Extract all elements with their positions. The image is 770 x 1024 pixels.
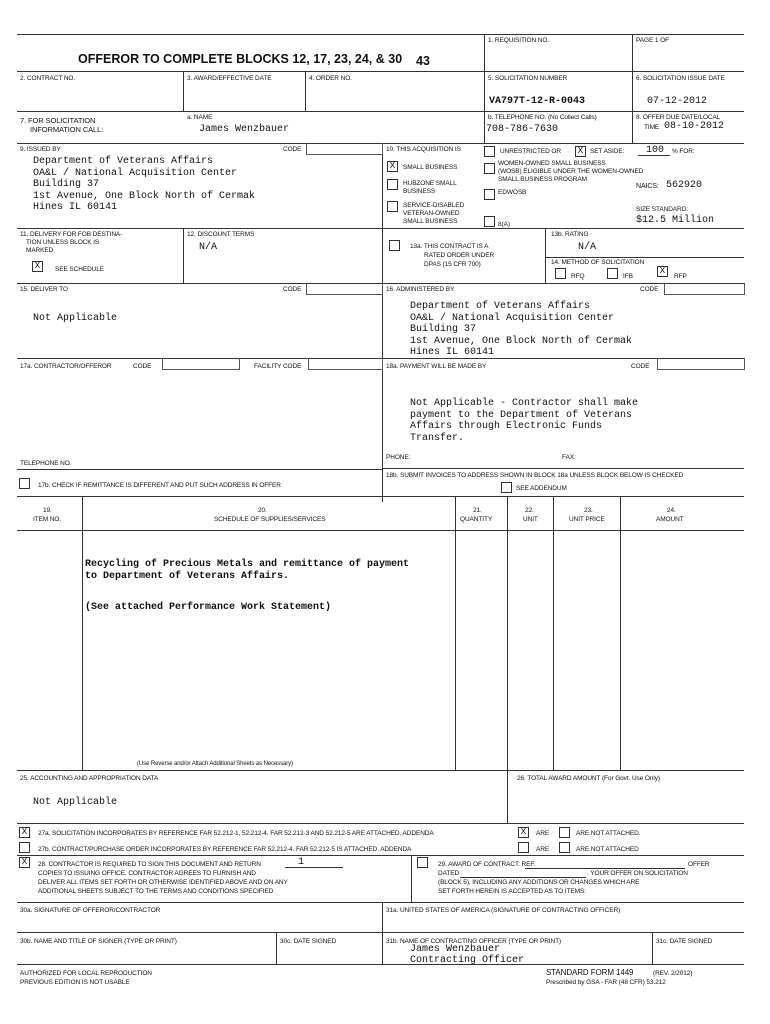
- info-call-label-2: INFORMATION CALL:: [30, 125, 104, 134]
- vrule-col23: [553, 496, 554, 770]
- admin-line-5: Hines IL 60141: [410, 347, 495, 358]
- rfq-checkbox[interactable]: [555, 268, 566, 279]
- admin-code-field: [664, 283, 745, 295]
- edwosb-label: EDWOSB: [498, 189, 527, 196]
- admin-line-3: Building 37: [410, 324, 477, 335]
- contractor-label: 17a. CONTRACTOR/OFFEROR: [20, 363, 112, 370]
- vrule-31: [382, 902, 383, 964]
- col20-num: 20.: [258, 507, 267, 514]
- page-label: PAGE 1 OF: [636, 37, 669, 44]
- footer-revision: (REV. 2/2012): [653, 970, 693, 977]
- 29-line-3: (BLOCK 5), INCLUDING ANY ADDITIONS OR CHANGES WHICH ARE: [438, 879, 640, 886]
- ifb-checkbox[interactable]: [607, 268, 618, 279]
- 27a-are-not-checkbox[interactable]: [559, 827, 570, 838]
- set-aside-checkbox[interactable]: X: [575, 146, 586, 157]
- 29-offer-label: OFFER: [688, 861, 710, 868]
- remittance-label: 17b. CHECK IF REMITTANCE IS DIFFERENT AND PUT SUCH ADDRESS IN OFFER: [38, 482, 281, 489]
- facility-code-label: FACILITY CODE: [254, 363, 302, 370]
- deliver-code-field: [306, 283, 383, 295]
- sig31a-label: 31a. UNITED STATES OF AMERICA (SIGNATURE OF CONTRACTING OFFICER): [386, 907, 621, 914]
- edwosb-checkbox[interactable]: [484, 189, 495, 200]
- set-aside-percent: 100: [646, 145, 665, 156]
- footer-prescribed: Prescribed by GSA - FAR (48 CFR) 53.212: [546, 979, 666, 986]
- eight-a-label: 8(A): [498, 221, 510, 228]
- wosb-label-3: SMALL BUSINESS PROGRAM: [498, 176, 587, 183]
- return-copies: 1: [298, 857, 305, 868]
- hubzone-label-2: BUSINESS: [403, 188, 436, 195]
- issued-code-label: CODE: [283, 146, 302, 153]
- method-label: 14. METHOD OF SOLICITATION: [551, 259, 645, 266]
- contractor-code-label: CODE: [133, 363, 152, 370]
- accounting-label: 25. ACCOUNTING AND APPROPRIATION DATA: [20, 775, 159, 782]
- 27b-label: 27b. CONTRACT/PURCHASE ORDER INCORPORATES BY REFERENCE FAR 52.212-4. FAR 52.212-5 IS ATTACHED. ADDENDA: [38, 846, 412, 853]
- rule-18b: [382, 468, 744, 469]
- payment-by-label: 18a. PAYMENT WILL BE MADE BY: [386, 363, 487, 370]
- rule-row30: [17, 902, 744, 903]
- small-business-label: SMALL BUSINESS: [403, 164, 458, 171]
- col21-label: QUANTITY: [460, 516, 493, 523]
- col19-label: ITEM NO.: [33, 516, 62, 523]
- rule-schedule-top: [17, 496, 744, 497]
- 27b-are-not-label: ARE NOT ATTACHED: [576, 846, 639, 853]
- sig30a-label: 30a. SIGNATURE OF OFFEROR/CONTRACTOR: [20, 907, 161, 914]
- hubzone-label-1: HUBZONE SMALL: [403, 180, 457, 187]
- vrule-col24: [620, 496, 621, 770]
- acquisition-label: 10. THIS ACQUISITION IS: [386, 146, 461, 153]
- rule-row27: [17, 823, 744, 824]
- issued-by-line-1: Department of Veterans Affairs: [33, 156, 214, 167]
- issued-by-line-3: Building 37: [33, 179, 100, 190]
- col22-num: 22.: [525, 507, 534, 514]
- vrule-col20: [82, 496, 83, 770]
- rule-row28: [17, 855, 744, 856]
- set-aside-label: SET ASIDE:: [590, 148, 625, 155]
- info-call-label-1: 7. FOR SOLICITATION: [20, 116, 96, 125]
- offer-due-label: 8. OFFER DUE DATE/LOCAL: [636, 114, 721, 121]
- officer-name: James Wenzbauer: [410, 944, 501, 955]
- vrule-30c: [276, 932, 277, 964]
- vrule-col22: [507, 496, 508, 770]
- col24-num: 24.: [667, 507, 676, 514]
- naics-label: NAICS:: [636, 183, 659, 190]
- payment-line-2: payment to the Department of Veterans: [410, 409, 633, 421]
- delivery-label-2: TION UNLESS BLOCK IS: [26, 239, 100, 246]
- vrule-545: [545, 228, 546, 283]
- accounting-data: Not Applicable: [33, 797, 118, 808]
- admin-line-1: Department of Veterans Affairs: [410, 301, 591, 312]
- issued-code-field: [306, 143, 383, 155]
- top-rule: [17, 34, 744, 35]
- vrule-632: [632, 34, 633, 143]
- rule-14: [545, 257, 744, 258]
- rule-bottom: [17, 964, 744, 965]
- vrule-305: [305, 71, 306, 111]
- wosb-label-1: WOMEN-OWNED SMALL BUSINESS: [498, 160, 606, 167]
- discount-terms-label: 12. DISCOUNT TERMS: [187, 231, 255, 238]
- issued-by-line-2: OA&L / National Acquisition Center: [33, 167, 238, 179]
- 28-checkbox[interactable]: X: [19, 857, 30, 868]
- form-title: OFFEROR TO COMPLETE BLOCKS 12, 17, 23, 24, & 30: [78, 52, 403, 66]
- total-award-label: 26. TOTAL AWARD AMOUNT (For Govt. Use Only): [517, 775, 660, 782]
- solicitation-number-label: 5. SOLICITATION NUMBER: [488, 75, 568, 82]
- issued-by-line-4: 1st Avenue, One Block North of Cermak: [33, 190, 256, 202]
- page-count: 43: [416, 54, 430, 68]
- addendum-checkbox[interactable]: [501, 482, 512, 493]
- delivery-label-1: 11. DELIVERY FOR FOB DESTINA-: [20, 231, 123, 238]
- addendum-label: SEE ADDENDUM: [516, 485, 567, 492]
- rfp-label: RFP: [674, 273, 687, 280]
- phone-label: PHONE:: [386, 454, 411, 461]
- 28-line-3: DELIVER ALL ITEMS SET FORTH OR OTHERWISE IDENTIFIED ABOVE AND ON ANY: [38, 879, 288, 886]
- date30c-label: 30c. DATE SIGNED: [280, 938, 337, 945]
- rfp-checkbox[interactable]: X: [657, 266, 668, 277]
- col23-label: UNIT PRICE: [569, 516, 605, 523]
- rule-17b: [17, 469, 382, 470]
- date31c-label: 31c. DATE SIGNED: [656, 938, 713, 945]
- contact-name: James Wenzbauer: [199, 124, 290, 135]
- set-aside-underline: [638, 155, 670, 156]
- administered-by-label: 16. ADMINISTERED BY: [386, 286, 455, 293]
- wosb-checkbox[interactable]: [484, 163, 495, 174]
- 29-line-1: 29. AWARD OF CONTRACT: REF.: [438, 861, 536, 868]
- see-schedule-label: SEE SCHEDULE: [55, 266, 105, 273]
- size-standard-value: $12.5 Million: [636, 215, 715, 226]
- rule-row30b: [17, 932, 744, 933]
- 27b-are-checkbox[interactable]: [518, 842, 529, 853]
- see-schedule-checkbox[interactable]: X: [32, 261, 43, 272]
- unrestricted-checkbox[interactable]: [484, 146, 495, 157]
- 27b-are-not-checkbox[interactable]: [559, 842, 570, 853]
- vrule-29: [411, 855, 412, 902]
- fax-label: FAX:: [562, 454, 576, 461]
- 27b-are-label: ARE: [536, 846, 550, 853]
- 29-line-4: SET FORTH HEREIN IS ACCEPTED AS TO ITEMS:: [438, 888, 586, 895]
- sdvosb-checkbox[interactable]: [387, 201, 398, 212]
- footer-previous: PREVIOUS EDITION IS NOT USABLE: [20, 979, 130, 986]
- dated-underline: [460, 877, 586, 878]
- rating-label: 13b. RATING: [551, 231, 589, 238]
- col22-label: UNIT: [523, 516, 538, 523]
- requisition-label: 1. REQUISITION NO.: [488, 37, 550, 44]
- ifb-label: IFB: [623, 273, 633, 280]
- issued-by-line-5: Hines IL 60141: [33, 202, 118, 213]
- payment-line-1: Not Applicable - Contractor shall make: [410, 398, 639, 409]
- rule-row7: [17, 111, 744, 112]
- unrestricted-label: UNRESTRICTED OR: [500, 148, 561, 155]
- 27a-are-checkbox[interactable]: X: [518, 827, 529, 838]
- vrule-26: [507, 770, 508, 823]
- rule-row11: [17, 228, 744, 229]
- 27a-checkbox[interactable]: X: [19, 827, 30, 838]
- 29-dated-label: DATED: [438, 870, 460, 877]
- order-no-label: 4. ORDER NO.: [309, 75, 352, 82]
- name30b-label: 30b. NAME AND TITLE OF SIGNER (TYPE OR PRINT): [20, 938, 177, 945]
- payment-code-label: CODE: [631, 363, 650, 370]
- wosb-label-2: (WOSB) ELIGIBLE UNDER THE WOMEN-OWNED: [498, 168, 644, 175]
- rated-order-label-2: RATED ORDER UNDER: [424, 252, 495, 259]
- small-business-checkbox[interactable]: X: [387, 161, 398, 172]
- vrule-183b: [183, 228, 184, 283]
- name-label: a. NAME: [187, 114, 213, 121]
- footer-authorized: AUTHORIZED FOR LOCAL REPRODUCTION: [20, 970, 152, 977]
- schedule-description-3: (See attached Performance Work Statement): [85, 602, 332, 613]
- vrule-col21: [455, 496, 456, 770]
- rule-row25: [17, 770, 744, 771]
- sdvosb-label-1: SERVICE-DISABLED: [403, 202, 465, 209]
- admin-line-4: 1st Avenue, One Block North of Cermak: [410, 335, 633, 347]
- footer-form-name: STANDARD FORM 1449: [546, 968, 634, 977]
- 27a-are-not-label: ARE NOT ATTACHED.: [576, 830, 641, 837]
- schedule-footnote: (Use Reverse and/or Attach Additional Sheets as Necessary): [137, 761, 293, 767]
- remittance-checkbox[interactable]: [19, 478, 30, 489]
- schedule-description-2: to Department of Veterans Affairs.: [85, 570, 290, 582]
- vrule-382: [382, 143, 383, 502]
- rfq-label: RFQ: [571, 273, 585, 280]
- hubzone-checkbox[interactable]: [387, 179, 398, 190]
- 29-dated-tail: . YOUR OFFER ON SOLICITATION: [587, 870, 688, 877]
- rated-order-checkbox[interactable]: [389, 240, 400, 251]
- payment-code-field: [657, 358, 745, 370]
- 29-checkbox[interactable]: [417, 857, 428, 868]
- rating-value: N/A: [578, 242, 597, 253]
- admin-line-2: OA&L / National Acquisition Center: [410, 312, 615, 324]
- deliver-to: Not Applicable: [33, 313, 118, 324]
- sdvosb-label-3: SMALL BUSINESS: [403, 218, 458, 225]
- award-ref-underline: [525, 868, 685, 869]
- 28-line-1: 28. CONTRACTOR IS REQUIRED TO SIGN THIS DOCUMENT AND RETURN: [38, 861, 261, 868]
- offer-due-date: 08-10-2012: [664, 121, 725, 132]
- contract-no-label: 2. CONTRACT NO.: [20, 75, 76, 82]
- contractor-code-field: [162, 358, 240, 370]
- rule-schedule-header: [17, 530, 744, 531]
- col24-label: AMOUNT: [656, 516, 684, 523]
- time-label: TIME: [644, 124, 660, 131]
- eight-a-checkbox[interactable]: [484, 216, 495, 227]
- award-date-label: 3. AWARD/EFFECTIVE DATE: [187, 75, 272, 82]
- vrule-31c: [652, 932, 653, 964]
- deliver-to-label: 15. DELIVER TO: [20, 286, 68, 293]
- vrule-183a: [183, 71, 184, 111]
- telephone-label: b. TELEPHONE NO. (No Collect Calls): [488, 114, 597, 121]
- rated-order-label-1: 13a. THIS CONTRACT IS A: [410, 243, 489, 250]
- col19-num: 19.: [43, 507, 52, 514]
- delivery-label-3: MARKED: [26, 247, 54, 254]
- issued-by-label: 9. ISSUED BY: [20, 146, 61, 153]
- invoice-label: 18b. SUBMIT INVOICES TO ADDRESS SHOWN IN BLOCK 18a UNLESS BLOCK BELOW IS CHECKED: [386, 472, 684, 479]
- solicitation-number: VA797T-12-R-0043: [489, 96, 586, 107]
- deliver-code-label: CODE: [283, 286, 302, 293]
- 28-line-4: ADDITIONAL SHEETS SUBJECT TO THE TERMS AND CONDITIONS SPECIFIED: [38, 888, 274, 895]
- payment-line-4: Transfer.: [410, 432, 465, 444]
- issue-date-label: 6. SOLICITATION ISSUE DATE: [636, 75, 725, 82]
- telephone-number: 708-786-7630: [486, 124, 559, 135]
- officer-title: Contracting Officer: [410, 955, 525, 966]
- rated-order-label-3: DPAS (15 CFR 700): [424, 261, 481, 268]
- col23-num: 23.: [584, 507, 593, 514]
- for-label: % FOR:: [672, 148, 695, 155]
- col21-num: 21.: [473, 507, 482, 514]
- 27a-are-label: ARE: [536, 830, 550, 837]
- payment-line-3: Affairs through Electronic Funds: [410, 421, 603, 432]
- size-standard-label: SIZE STANDARD:: [636, 206, 688, 213]
- 27b-checkbox[interactable]: [19, 842, 30, 853]
- 27a-label: 27a. SOLICITATION INCORPORATES BY REFERENCE FAR 52.212-1, 52.212-4. FAR 52.212-3 AND 52.212-5 ARE ATTACHED. ADDENDA: [38, 830, 434, 837]
- discount-terms: N/A: [199, 242, 218, 253]
- facility-code-field: [308, 358, 383, 370]
- naics-code: 562920: [666, 180, 703, 191]
- copies-underline: [285, 867, 343, 868]
- name31b-label: 31b. NAME OF CONTRACTING OFFICER (TYPE OR PRINT): [386, 938, 562, 945]
- col20-label: SCHEDULE OF SUPPLIES/SERVICES: [214, 516, 326, 523]
- rule-row2: [17, 71, 744, 72]
- 28-line-2: COPIES TO ISSUING OFFICE. CONTRACTOR AGREES TO FURNISH AND: [38, 870, 256, 877]
- schedule-description-1: Recycling of Precious Metals and remittance of payment: [85, 559, 410, 570]
- sdvosb-label-2: VETERAN-OWNED: [403, 210, 460, 217]
- vrule-484: [484, 34, 485, 143]
- issue-date: 07-12-2012: [647, 96, 708, 107]
- admin-code-label: CODE: [640, 286, 659, 293]
- telephone-no-label: TELEPHONE NO.: [20, 460, 72, 467]
